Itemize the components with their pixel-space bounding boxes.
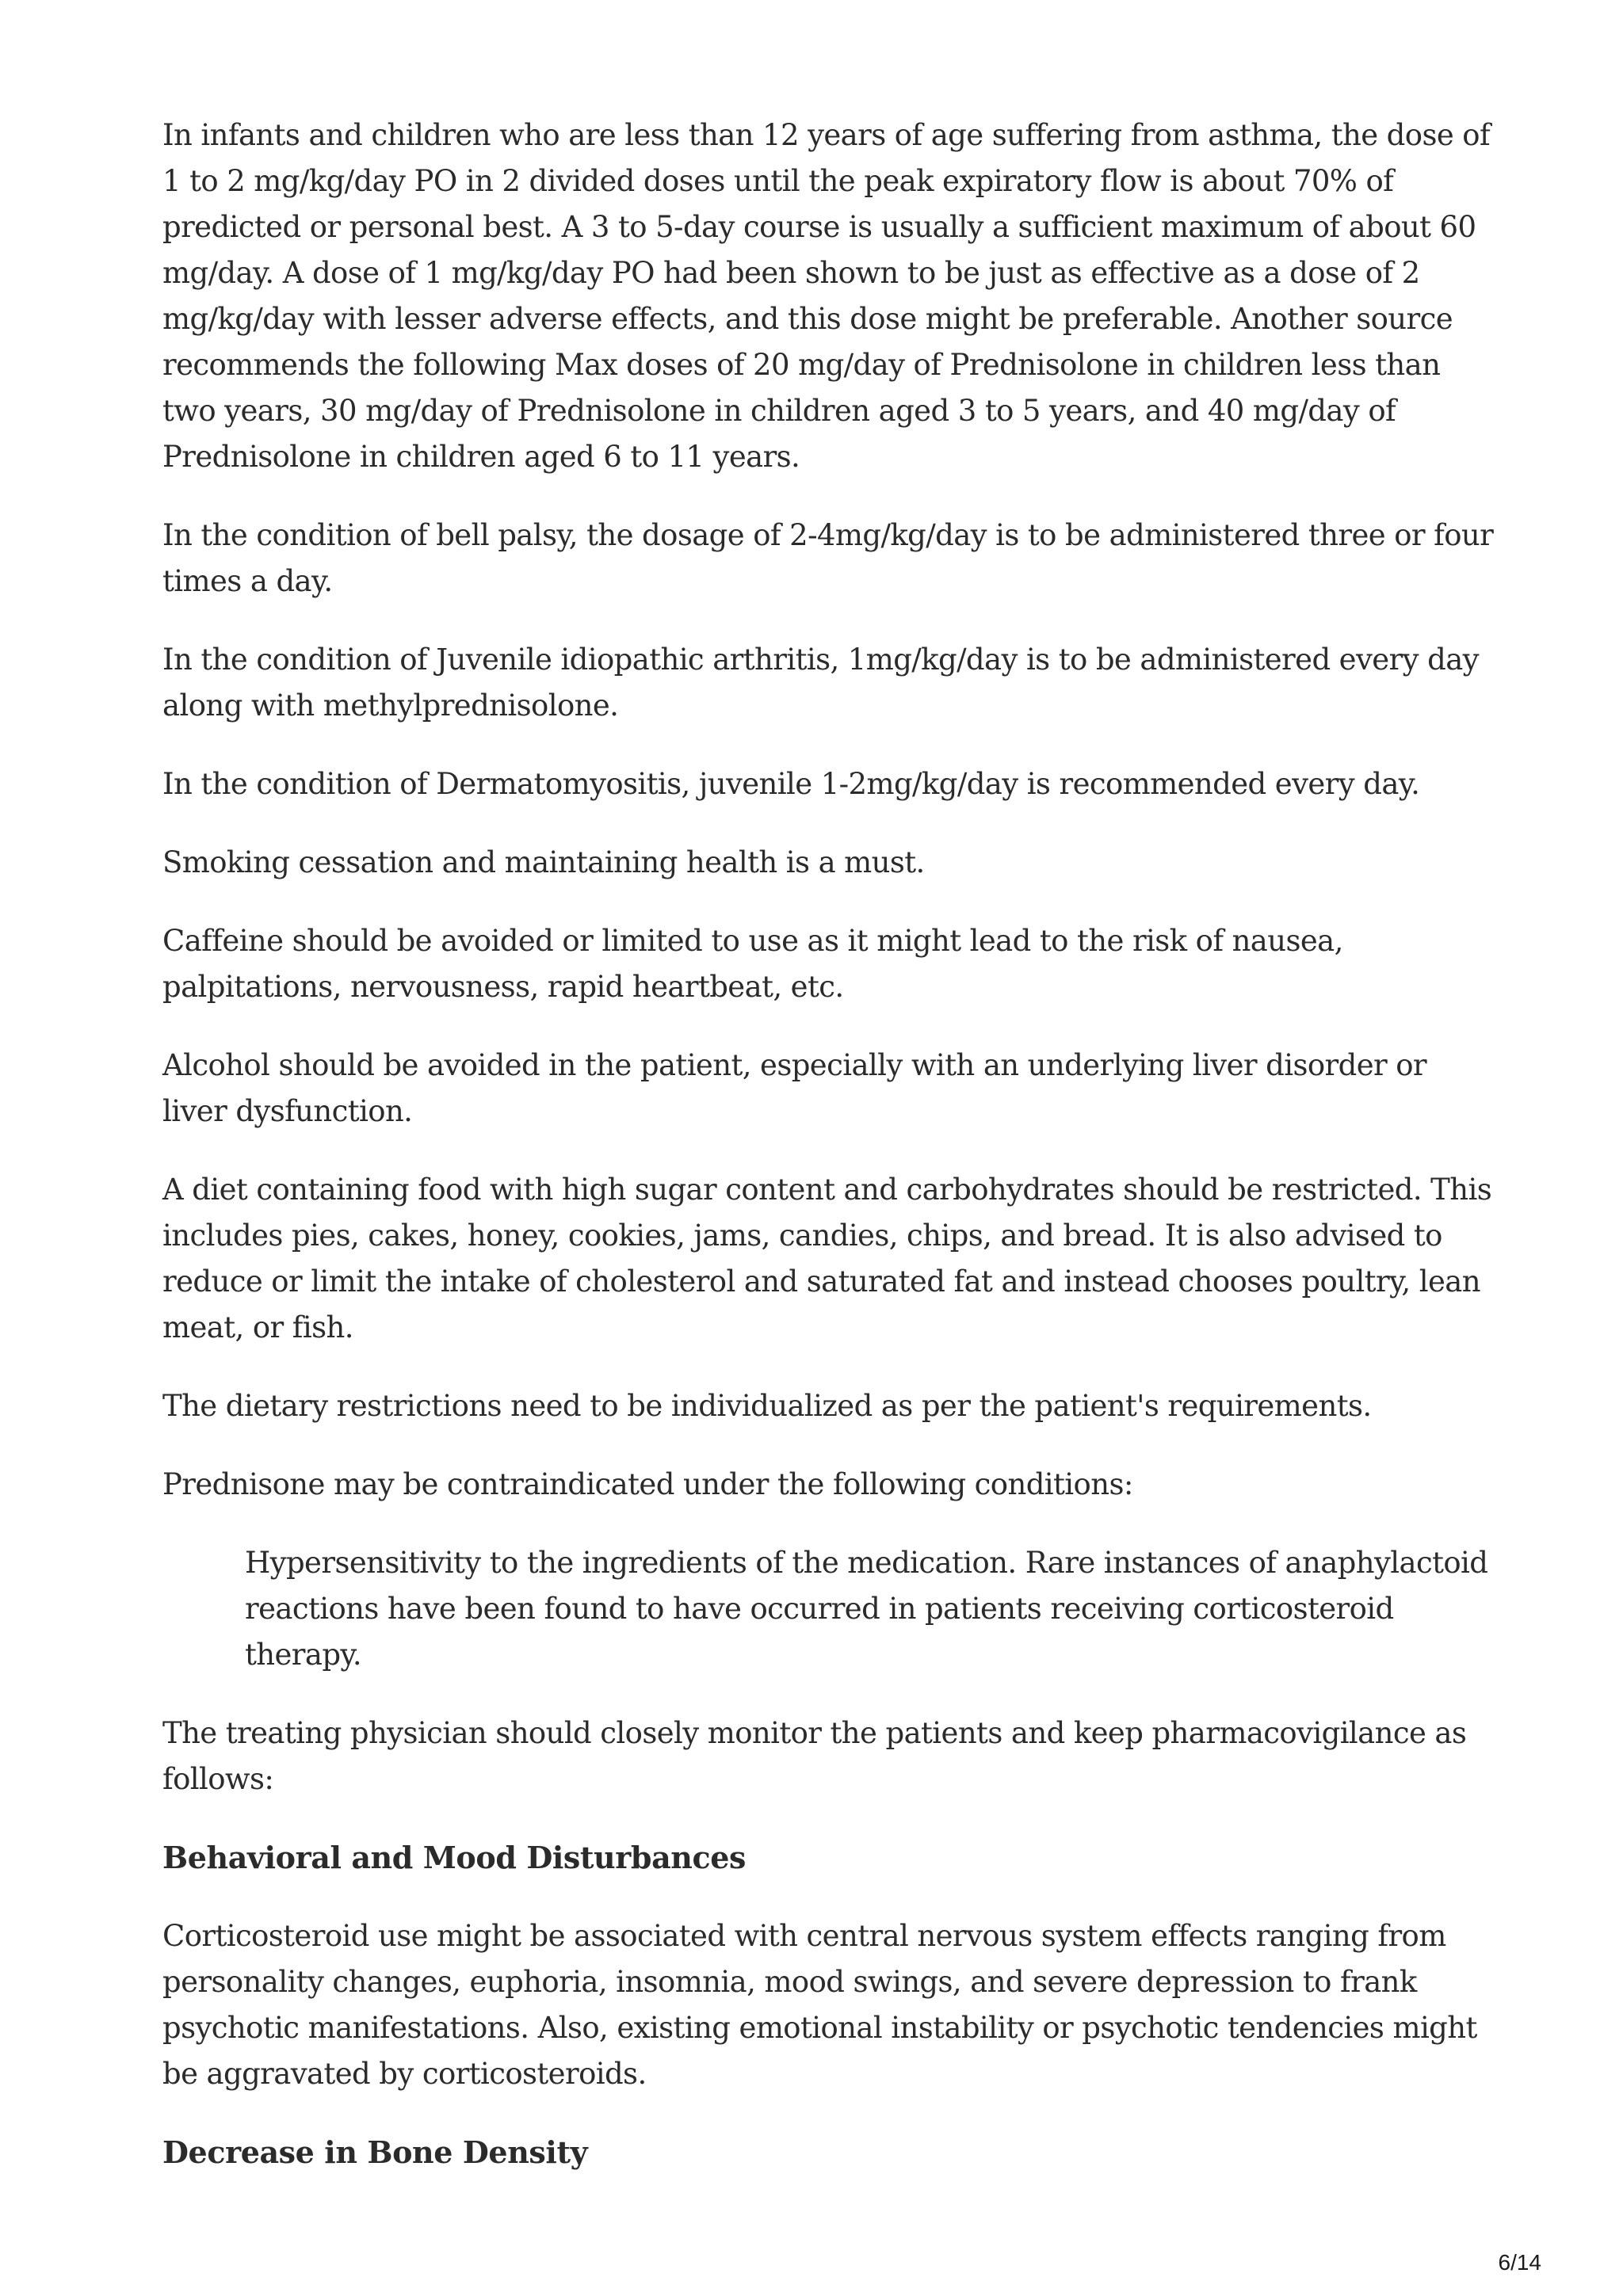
paragraph-diet: A diet containing food with high sugar content and carbohydrates should be restricted. This includes pies, cakes, honey, cookies, jams, candies, chips, and bread. It is also advised to reduce or limit the intake of cholesterol and saturated fat and instead chooses poultry, lean meat, or fish. bbox=[162, 1173, 1492, 1344]
paragraph-caffeine: Caffeine should be avoided or limited to use as it might lead to the risk of nausea, palpitations, nervousness, rapid heartbeat, etc. bbox=[162, 924, 1343, 1004]
paragraph-alcohol: Alcohol should be avoided in the patient, especially with an underlying liver disorder or liver dysfunction. bbox=[162, 1048, 1427, 1128]
paragraph-contraindications-intro: Prednisone may be contraindicated under the following conditions: bbox=[162, 1467, 1133, 1501]
blockquote-hypersensitivity: Hypersensitivity to the ingredients of the medication. Rare instances of anaphylactoid reactions have been found to have occurred in patients receiving corticosteroid therapy. bbox=[245, 1546, 1488, 1672]
page-number: 6/14 bbox=[1498, 2250, 1541, 2275]
paragraph-bell-palsy: In the condition of bell palsy, the dosage of 2-4mg/kg/day is to be administered three or four times a day. bbox=[162, 518, 1494, 598]
paragraph-juvenile-arthritis: In the condition of Juvenile idiopathic arthritis, 1mg/kg/day is to be administered every day along with methylprednisolone. bbox=[162, 643, 1479, 723]
paragraph-monitoring-intro: The treating physician should closely monitor the patients and keep pharmacovigilance as follows: bbox=[162, 1716, 1467, 1796]
paragraph-dermatomyositis: In the condition of Dermatomyositis, juvenile 1-2mg/kg/day is recommended every day. bbox=[162, 767, 1420, 801]
heading-behavioral-mood: Behavioral and Mood Disturbances bbox=[162, 1840, 747, 1875]
paragraph-asthma-dosing: In infants and children who are less than 12 years of age suffering from asthma, the dose of 1 to 2 mg/kg/day PO in 2 divided doses until the peak expiratory flow is about 70% of predicted or personal best. A 3 to 5-day course is usually a sufficient maximum of about 60 mg/day. A dose of 1 mg/kg/day PO had been shown to be just as effective as a dose of 2 mg/kg/day with lesser adverse effects, and this dose might be preferable. Another source recommends the following Max doses of 20 mg/day of Prednisolone in children less than two years, 30 mg/day of Prednisolone in children aged 3 to 5 years, and 40 mg/day of Prednisolone in children aged 6 to 11 years. bbox=[162, 118, 1491, 474]
paragraph-behavioral-mood: Corticosteroid use might be associated with central nervous system effects ranging from personality changes, euphoria, insomnia, mood swings, and severe depression to frank psychotic manifestations. Also, existing emotional instability or psychotic tendencies might be aggravated by corticosteroids. bbox=[162, 1919, 1477, 2091]
document-body bbox=[162, 113, 1494, 2208]
paragraph-dietary-restrictions: The dietary restrictions need to be individualized as per the patient's requirements. bbox=[162, 1389, 1372, 1423]
heading-bone-density: Decrease in Bone Density bbox=[162, 2134, 588, 2170]
paragraph-smoking: Smoking cessation and maintaining health is a must. bbox=[162, 845, 925, 879]
